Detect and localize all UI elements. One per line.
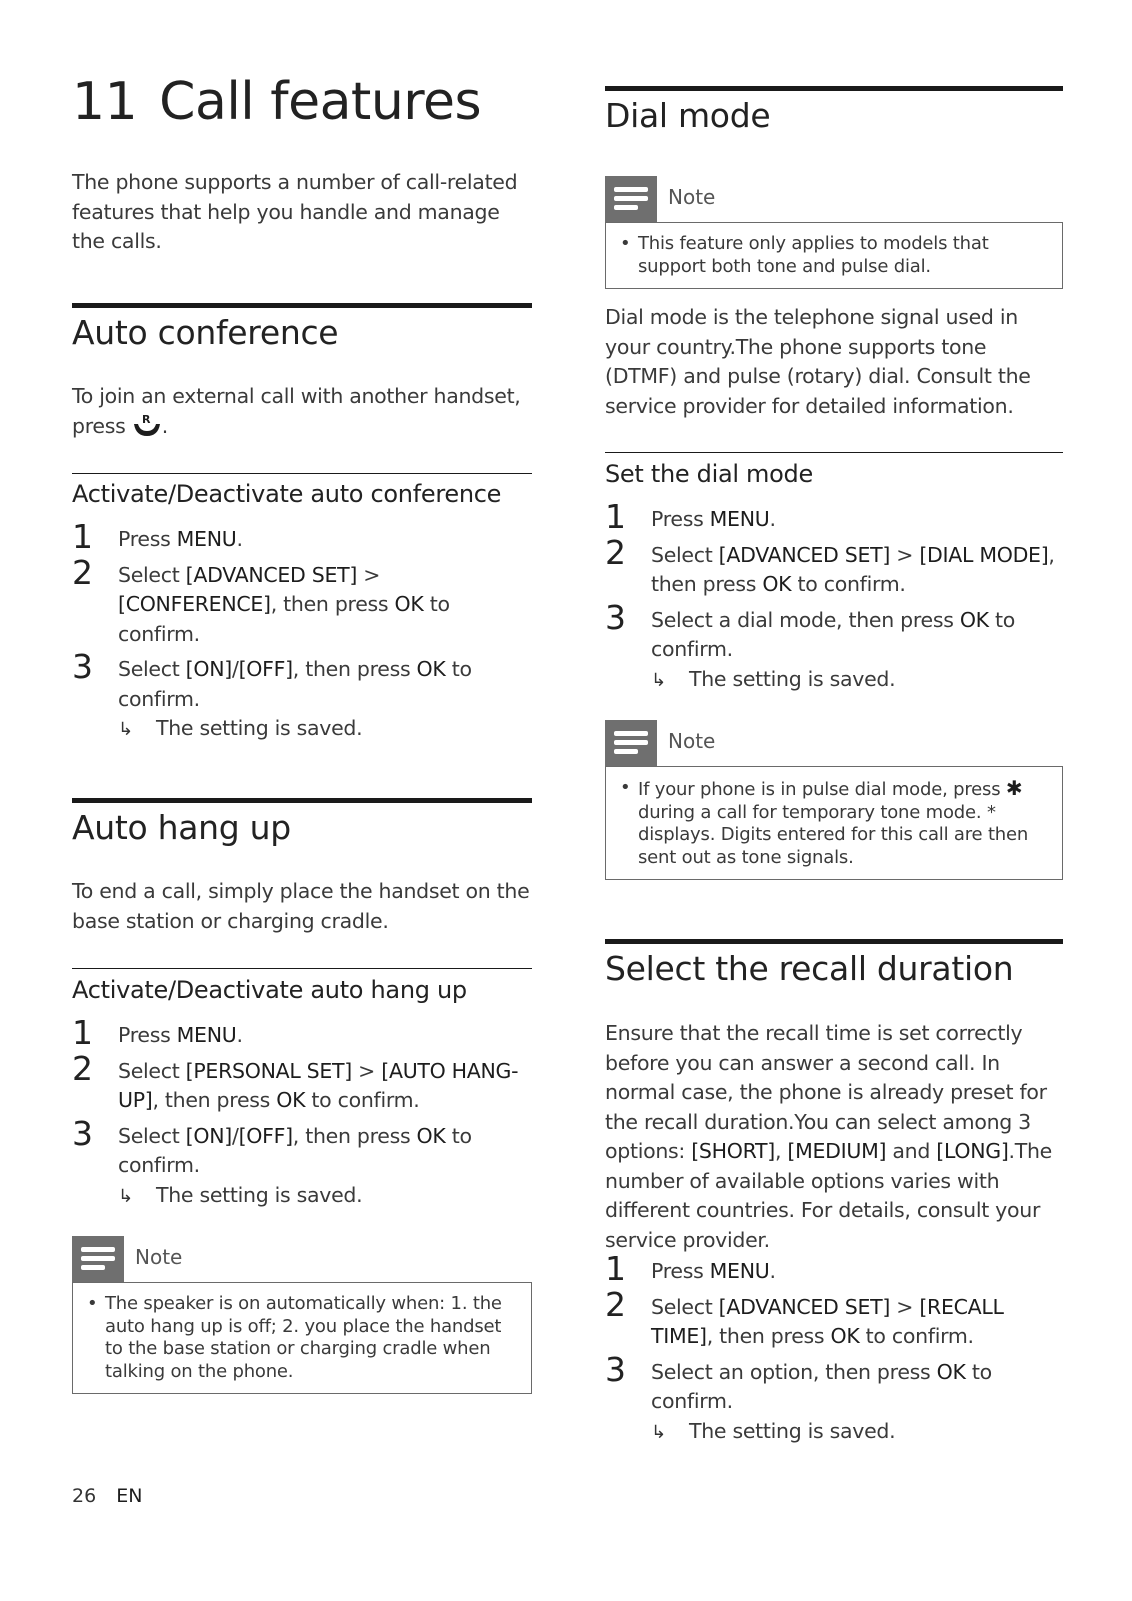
step-text: to confirm. bbox=[118, 657, 472, 711]
step-keyword: OK bbox=[276, 1088, 306, 1112]
step-text: to confirm. bbox=[651, 607, 1016, 661]
step-item bbox=[72, 1113, 532, 1212]
step-text: > bbox=[357, 562, 381, 587]
recall-option-medium: [MEDIUM] bbox=[787, 1139, 887, 1163]
result-text: The setting is saved. bbox=[156, 1182, 363, 1207]
step-number: 3 bbox=[72, 647, 93, 686]
auto-hang-up-steps bbox=[72, 1013, 532, 1217]
note-box bbox=[605, 766, 1063, 880]
subsection-rule bbox=[72, 968, 532, 969]
step-text: , then press bbox=[706, 1324, 831, 1348]
note-block bbox=[605, 720, 1063, 880]
result-text: The setting is saved. bbox=[156, 716, 363, 740]
note-label: Note bbox=[668, 729, 716, 753]
note-text: • The speaker is on automatically when: 1. the auto hang up is off; 2. you place the handset to the base station or charging cradle when talking on the phone. bbox=[87, 1293, 517, 1383]
step-text: . bbox=[769, 507, 776, 531]
note-header bbox=[605, 176, 1063, 222]
step-keyword: MENU bbox=[176, 527, 237, 551]
subsection-title-auto-hang-up: Activate/Deactivate auto hang up bbox=[72, 976, 467, 1004]
note-text-part: If your phone is in pulse dial mode, press bbox=[638, 779, 1001, 800]
step-number: 1 bbox=[605, 497, 626, 536]
recall-option-short: [SHORT] bbox=[691, 1139, 775, 1163]
chapter-title bbox=[72, 72, 532, 132]
note-icon bbox=[605, 176, 657, 222]
step-number: 2 bbox=[605, 1284, 626, 1324]
step-text: . bbox=[769, 1259, 776, 1283]
intro-text: The phone supports a number of call-related features that help you handle and manage the calls. bbox=[72, 170, 518, 253]
step-text: Select bbox=[118, 1058, 186, 1083]
note-text: • This feature only applies to models that support both tone and pulse dial. bbox=[620, 233, 1048, 278]
step-text: Press bbox=[118, 1023, 177, 1047]
step-keyword: OK bbox=[416, 1123, 446, 1148]
step-keyword: [RECALL TIME] bbox=[651, 1294, 1004, 1348]
recall-option-long: [LONG] bbox=[936, 1139, 1009, 1163]
note-box bbox=[605, 222, 1063, 289]
step-text: / bbox=[231, 657, 239, 681]
step-text: , then press bbox=[152, 1088, 277, 1112]
step-item bbox=[605, 1349, 1063, 1448]
result-text: The setting is saved. bbox=[689, 666, 896, 691]
dial-mode-steps bbox=[605, 497, 1063, 701]
auto-conference-desc-end: . bbox=[161, 413, 168, 438]
language-code: EN bbox=[116, 1485, 143, 1507]
step-result bbox=[118, 1181, 532, 1212]
step-text: Press bbox=[651, 1259, 710, 1283]
step-keyword: OK bbox=[830, 1324, 860, 1348]
step-text: Select an option, then press bbox=[651, 1359, 937, 1384]
result-arrow-icon: ↳ bbox=[651, 1421, 666, 1443]
step-keyword: [ADVANCED SET] bbox=[185, 562, 358, 587]
svg-text:R: R bbox=[141, 412, 150, 426]
step-keyword: [OFF] bbox=[238, 1123, 293, 1148]
step-number: 2 bbox=[72, 552, 93, 592]
step-number: 1 bbox=[605, 1249, 626, 1288]
step-text: Press bbox=[118, 527, 177, 551]
note-block bbox=[72, 1236, 532, 1394]
section-rule bbox=[72, 303, 532, 308]
step-keyword: MENU bbox=[176, 1023, 237, 1047]
step-number: 3 bbox=[72, 1113, 93, 1153]
step-item bbox=[72, 552, 532, 650]
step-result bbox=[651, 1417, 1063, 1448]
step-item bbox=[605, 597, 1063, 696]
auto-conference-steps bbox=[72, 517, 532, 751]
chapter-number: 11 bbox=[72, 72, 138, 132]
page-footer bbox=[72, 1485, 142, 1507]
step-keyword: [OFF] bbox=[238, 657, 293, 681]
result-arrow-icon: ↳ bbox=[651, 669, 666, 691]
step-text: , then press bbox=[292, 1123, 417, 1148]
left-column bbox=[72, 0, 532, 1601]
step-keyword: OK bbox=[959, 607, 989, 632]
step-keyword: [ON] bbox=[185, 1123, 232, 1148]
step-text: to confirm. bbox=[651, 1359, 992, 1413]
step-keyword: [ADVANCED SET] bbox=[718, 542, 891, 567]
step-text: to confirm. bbox=[305, 1088, 420, 1112]
result-arrow-icon: ↳ bbox=[118, 1185, 133, 1207]
auto-conference-desc-text: To join an external call with another handset, press bbox=[72, 384, 521, 438]
step-item bbox=[72, 1048, 532, 1116]
step-text: Select bbox=[651, 1294, 719, 1319]
step-keyword: OK bbox=[394, 592, 424, 616]
step-keyword: OK bbox=[762, 572, 792, 596]
note-label: Note bbox=[668, 185, 716, 209]
step-text: to confirm. bbox=[118, 1123, 472, 1177]
note-header bbox=[605, 720, 1063, 766]
step-keyword: [AUTO HANG-UP] bbox=[118, 1058, 519, 1112]
recall-desc-text: and bbox=[886, 1139, 937, 1163]
step-text: > bbox=[890, 1294, 920, 1319]
recall-key-icon bbox=[132, 412, 162, 436]
step-text: to confirm. bbox=[859, 1324, 974, 1348]
step-keyword: [ADVANCED SET] bbox=[718, 1294, 891, 1319]
step-item bbox=[605, 532, 1063, 600]
note-box bbox=[72, 1282, 532, 1394]
step-number: 2 bbox=[605, 532, 626, 572]
section-rule bbox=[605, 86, 1063, 91]
step-keyword: [PERSONAL SET] bbox=[185, 1058, 352, 1083]
subsection-title-dial-mode: Set the dial mode bbox=[605, 460, 813, 488]
step-text: Select bbox=[118, 1123, 186, 1148]
step-text: / bbox=[231, 1123, 239, 1148]
step-keyword: [ON] bbox=[185, 657, 232, 681]
step-text: > bbox=[890, 542, 920, 567]
step-result bbox=[118, 714, 532, 745]
step-keyword: MENU bbox=[709, 1259, 770, 1283]
step-text: Select bbox=[118, 657, 186, 681]
step-keyword: [CONFERENCE] bbox=[118, 592, 271, 616]
step-text: Select bbox=[118, 562, 186, 587]
note-label: Note bbox=[135, 1245, 183, 1269]
step-item bbox=[72, 1013, 532, 1052]
step-number: 3 bbox=[605, 597, 626, 637]
section-rule bbox=[605, 939, 1063, 944]
step-text: Press bbox=[651, 507, 710, 531]
subsection-title-auto-conference: Activate/Deactivate auto conference bbox=[72, 480, 502, 508]
section-title-recall-duration: Select the recall duration bbox=[605, 949, 1014, 988]
step-number: 1 bbox=[72, 517, 93, 556]
step-text: Select a dial mode, then press bbox=[651, 607, 960, 632]
subsection-rule bbox=[72, 473, 532, 474]
recall-desc-text: , bbox=[774, 1139, 788, 1163]
auto-hang-up-desc: To end a call, simply place the handset on the base station or charging cradle. bbox=[72, 879, 530, 933]
chapter-title-text: Call features bbox=[159, 72, 482, 132]
star-key-icon: ✱ bbox=[1005, 776, 1023, 800]
recall-steps bbox=[605, 1249, 1063, 1453]
recall-desc-text: .The number of available options varies with different countries. For details, consult your service provider. bbox=[605, 1139, 1052, 1252]
step-keyword: OK bbox=[416, 657, 446, 681]
step-text: , then press bbox=[292, 657, 417, 681]
step-text: Select bbox=[651, 542, 719, 567]
step-number: 2 bbox=[72, 1048, 93, 1088]
note-icon bbox=[605, 720, 657, 766]
step-text: , then press bbox=[270, 592, 395, 616]
note-block bbox=[605, 176, 1063, 289]
recall-desc bbox=[605, 1019, 1063, 1255]
result-arrow-icon: ↳ bbox=[118, 719, 133, 740]
step-text: to confirm. bbox=[118, 592, 450, 646]
step-text: . bbox=[236, 527, 243, 551]
auto-conference-desc bbox=[72, 382, 532, 441]
step-keyword: MENU bbox=[709, 507, 770, 531]
step-keyword: [DIAL MODE] bbox=[919, 542, 1049, 567]
step-number: 3 bbox=[605, 1349, 626, 1389]
section-title-dial-mode: Dial mode bbox=[605, 96, 771, 135]
step-result bbox=[651, 665, 1063, 696]
note-header bbox=[72, 1236, 532, 1282]
section-title-auto-hang-up: Auto hang up bbox=[72, 808, 291, 847]
step-item bbox=[605, 497, 1063, 536]
page-number: 26 bbox=[72, 1485, 97, 1507]
right-column bbox=[605, 0, 1063, 1601]
step-item bbox=[605, 1249, 1063, 1288]
note-text-part: during a call for temporary tone mode. * displays. Digits entered for this call are then sent out as tone signals. bbox=[638, 801, 1029, 868]
step-keyword: OK bbox=[936, 1359, 966, 1384]
section-rule bbox=[72, 798, 532, 803]
step-item bbox=[605, 1284, 1063, 1352]
step-number: 1 bbox=[72, 1013, 93, 1052]
step-text: > bbox=[351, 1058, 382, 1083]
recall-desc-text: Ensure that the recall time is set correctly before you can answer a second call. In normal case, the phone is already preset for the recall duration.You can select among 3 options: bbox=[605, 1021, 1047, 1163]
result-text: The setting is saved. bbox=[689, 1418, 896, 1443]
note-text bbox=[620, 777, 1048, 869]
step-item bbox=[72, 647, 532, 745]
step-text: to confirm. bbox=[791, 572, 906, 596]
subsection-rule bbox=[605, 452, 1063, 453]
step-text: , then press bbox=[651, 542, 1055, 596]
step-text: . bbox=[236, 1023, 243, 1047]
step-item bbox=[72, 517, 532, 556]
dial-mode-desc: Dial mode is the telephone signal used in your country.The phone supports tone (DTMF) and pulse (rotary) dial. Consult the service provider for detailed information. bbox=[605, 305, 1031, 418]
note-icon bbox=[72, 1236, 124, 1282]
section-title-auto-conference: Auto conference bbox=[72, 313, 339, 352]
